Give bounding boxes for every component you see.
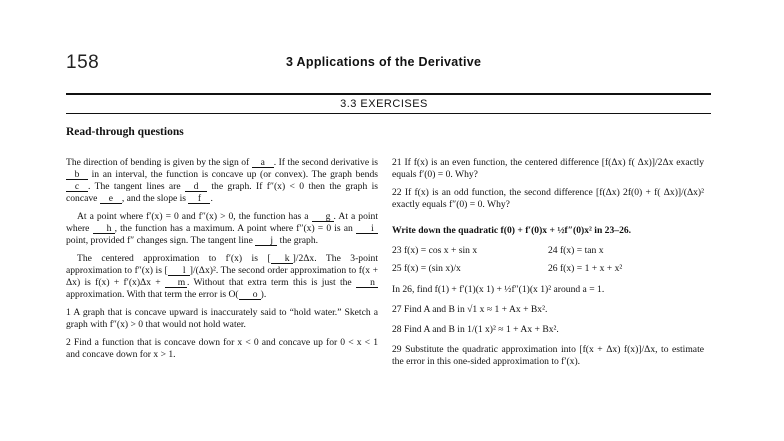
chapter-title: 3 Applications of the Derivative [286,55,482,69]
exercise-27: 27 Find A and B in √1 x ≈ 1 + Ax + Bx². [392,304,548,315]
blank-l: l [168,266,190,276]
exercise-24: 24 f(x) = tan x [548,245,604,256]
exercise-2: 2 Find a function that is concave down for x < 0 and concave up for 0 < x < 1 and concave down for x > 1. [66,337,378,360]
blank-m: m [165,278,187,288]
exercise-29: 29 Substitute the quadratic approximation into [f(x + Δx) f(x)]/Δx, to estimate the error in this one-sided approximation to f′(x). [392,344,704,367]
exercise-23: 23 f(x) = cos x + sin x [392,245,478,256]
exercise-1: 1 A graph that is concave upward is inaccurately said to “hold water.” Sketch a graph with f″(x) > 0 that would not hold water. [66,307,378,330]
read-through-paragraph-3: The centered approximation to f′(x) is [ k ]/2Δx. The 3-point approximation to f″(x) is [ l ]/(Δx)². The second order approximation to f(x + Δx) is f(x) + f′(x)Δx + m . Without that extra term this is just the n approximation. With that term the error is O( o ). [66,253,378,300]
blank-a: a [252,158,274,168]
blank-j: j [255,236,277,246]
right-column [392,157,704,368]
read-through-paragraph-1: The direction of bending is given by the sign of a . If the second derivative is b in an interval, the function is concave up (or convex). The graph bends c . The tangent lines are d the graph. If f″(x) < 0 then the graph is concave e , and the slope is f . [66,157,378,204]
blank-g: g [312,212,334,222]
exercise-26-follow-up: In 26, find f(1) + f′(1)(x 1) + ½f″(1)(x 1)² around a = 1. [392,284,605,295]
read-through-paragraph-2: At a point where f′(x) = 0 and f″(x) > 0, the function has a g . At a point where h , the function has a maximum. A point where f″(x) = 0 is an i point, provided f″ changes sign. The tangent line j the graph. [66,211,379,246]
blank-f: f [188,194,210,204]
blank-c: c [66,182,88,192]
read-through-heading: Read-through questions [66,126,184,138]
top-rule [66,93,711,95]
quadratic-instructions: Write down the quadratic f(0) + f′(0)x + ½f″(0)x² in 23–26. [392,225,632,236]
exercise-22: 22 If f(x) is an odd function, the second difference [f(Δx) 2f(0) + f( Δx)]/(Δx)² exactly equals f″(0) = 0. Why? [392,187,704,210]
blank-n: n [356,278,378,288]
section-title: 3.3 EXERCISES [340,98,428,110]
blank-i: i [356,224,378,234]
exercise-21: 21 If f(x) is an even function, the centered difference [f(Δx) f( Δx)]/2Δx exactly equals f′(0) = 0. Why? [392,157,704,180]
left-column [66,157,378,361]
blank-k: k [271,254,293,264]
blank-b: b [66,170,88,180]
exercise-25: 25 f(x) = (sin x)/x [392,263,461,274]
exercises-23-24 [392,245,704,257]
exercises-25-26 [392,263,704,275]
exercise-26: 26 f(x) = 1 + x + x² [548,263,623,274]
exercise-28: 28 Find A and B in 1/(1 x)² ≈ 1 + Ax + Bx². [392,324,559,335]
blank-h: h [93,224,115,234]
section-title-bar [0,98,784,110]
page-number: 158 [66,52,100,73]
blank-e: e [100,194,122,204]
blank-o: o [239,290,261,300]
section-rule [66,113,711,114]
blank-d: d [185,182,207,192]
